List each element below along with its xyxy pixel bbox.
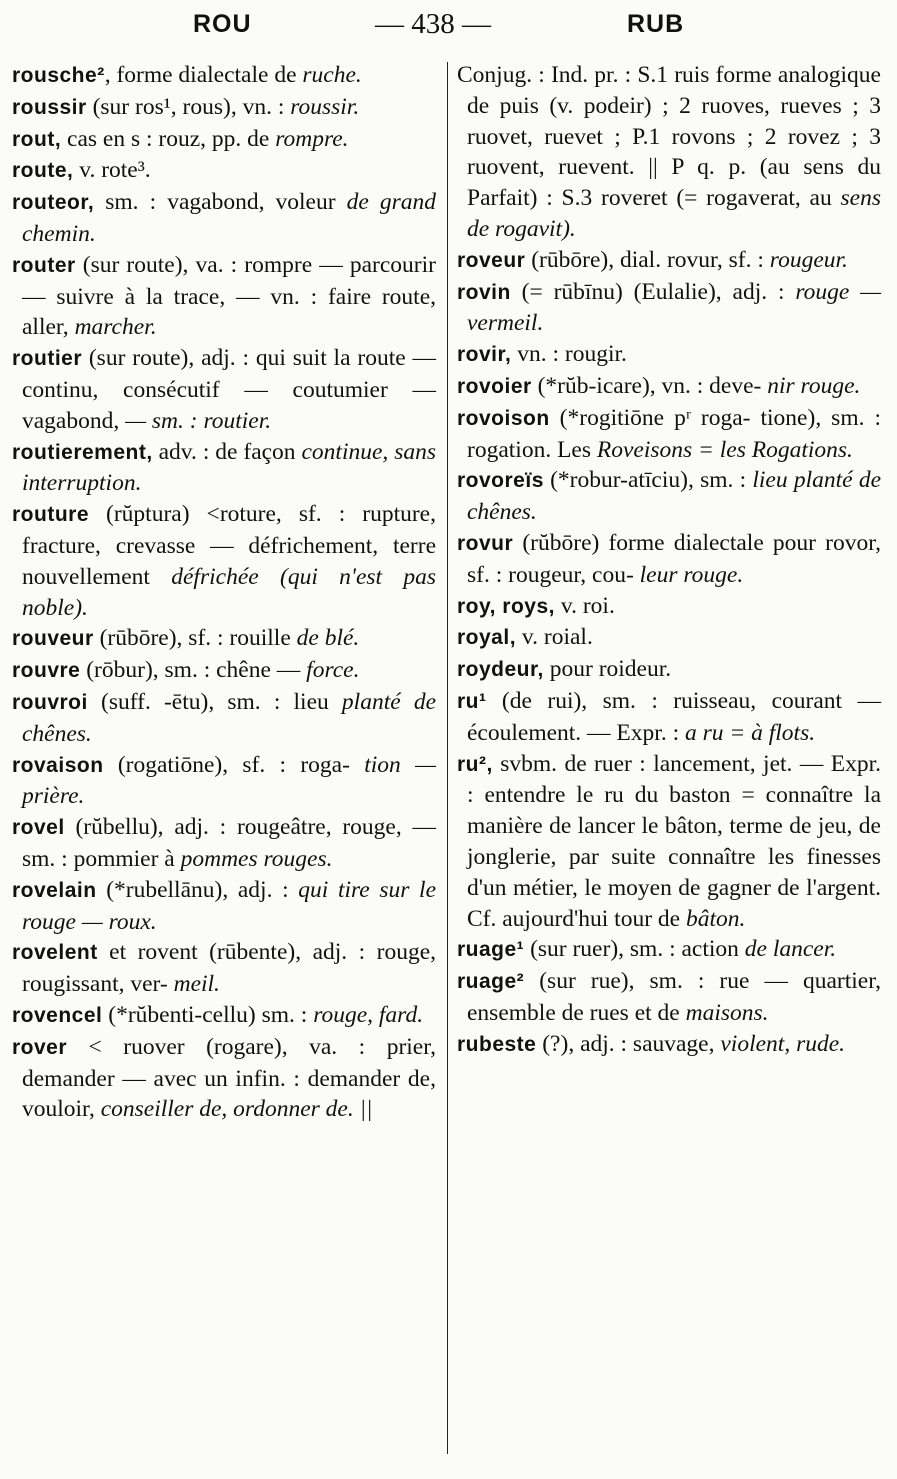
entry-headword: routeor,	[12, 191, 95, 215]
entry-definition: (*robur-atīciu), sm. :	[543, 467, 747, 494]
dictionary-entry	[12, 1032, 436, 1125]
dictionary-entry	[12, 155, 436, 187]
entry-headword: roydeur,	[457, 658, 544, 682]
entry-definition: , forme dialectale de	[104, 62, 297, 88]
entry-definition: < ruover (rogare), va. : prier, demander — avec un infin. : demander de, vouloir,	[22, 1033, 436, 1123]
entry-headword: rovoreïs	[457, 469, 544, 493]
entry-headword: rouvre	[12, 659, 81, 683]
entry-gloss: pommes rouges.	[180, 845, 333, 872]
page-number: — 438 —	[375, 8, 491, 40]
entry-gloss: leur rouge.	[639, 561, 744, 588]
dictionary-entry	[12, 937, 436, 1000]
entry-definition: (rŭbōre) forme dialectale pour rovor, sf. : rougeur, cou-	[467, 529, 881, 588]
entry-headword: rubeste	[457, 1032, 537, 1056]
header-left-guideword: ROU	[193, 10, 252, 38]
page-header	[0, 6, 897, 46]
entry-headword: routier	[12, 347, 83, 371]
dictionary-entry	[12, 437, 436, 500]
dictionary-entry	[12, 250, 436, 343]
entry-definition: pour roideur.	[543, 656, 672, 683]
entry-definition: v. roial.	[516, 624, 593, 651]
entry-definition: (rūbōre), sf. : rouille	[93, 625, 291, 652]
dictionary-entry	[457, 622, 881, 654]
entry-headword: rovir,	[457, 343, 512, 367]
dictionary-entry	[457, 339, 881, 371]
entry-headword: ruage¹	[457, 938, 525, 962]
dictionary-entry	[457, 403, 881, 466]
entry-headword: rovel	[12, 816, 65, 840]
entry-definition: (*rogitiōne pʳ roga- tione), sm. : rogation. Les	[467, 404, 881, 463]
entry-gloss: bâton.	[685, 905, 746, 932]
entry-gloss: sens de rogavit).	[467, 185, 881, 242]
entry-definition: (de rui), sm. : ruisseau, courant — écoulement. — Expr. :	[467, 687, 881, 746]
entry-definition: (rōbur), sm. : chêne —	[80, 657, 301, 684]
dictionary-entry	[12, 750, 436, 813]
dictionary-entry	[12, 687, 436, 750]
entry-definition: (sur rue), sm. : rue — quartier, ensemble de rues et de	[467, 968, 881, 1026]
dictionary-entry	[12, 812, 436, 875]
entry-gloss: qui tire sur le rouge — roux.	[22, 876, 437, 935]
entry-definition: v. rote³.	[73, 157, 151, 184]
entry-headword: rousche²	[12, 64, 105, 87]
entry-gloss: nir rouge.	[767, 372, 861, 399]
entry-gloss: rouge, fard.	[313, 1001, 424, 1028]
entry-gloss: rouge — vermeil.	[467, 278, 882, 337]
dictionary-entry	[12, 187, 436, 250]
entry-headword: rouvroi	[12, 690, 88, 714]
entry-definition: (rŭbellu), adj. : rougeâtre, rouge, — sm. : pommier à	[22, 814, 436, 872]
entry-definition: (= rūbīnu) (Eulalie), adj. :	[510, 278, 785, 305]
entry-headword: rovin	[457, 280, 511, 304]
entry-definition: (*rubellānu), adj. :	[96, 876, 289, 903]
entry-definition: (*rŭbenti-cellu) sm. :	[102, 1001, 308, 1028]
entry-gloss: — sm. : routier.	[125, 407, 272, 434]
entry-gloss: continue, sans interruption.	[22, 438, 436, 497]
entry-definition: sm. : vagabond, voleur	[94, 189, 336, 216]
entry-headword: ruage²	[457, 970, 525, 994]
dictionary-entry	[457, 277, 881, 340]
dictionary-entry	[457, 528, 881, 591]
entry-headword: rovoison	[457, 406, 550, 430]
entry-headword: rovaison	[12, 753, 104, 777]
entry-definition: svbm. de ruer : lancement, jet. — Expr. : entendre le ru du baston = connaître la manière de lancer le bâton, terme de jeu, de jonglerie, par suite connaître les finesses d'un métier, le moyen de gagner de l'argent. Cf. aujourd'hui tour de	[467, 750, 881, 932]
entry-headword: rover	[12, 1035, 68, 1059]
dictionary-entry	[12, 60, 436, 92]
entry-definition: (*rŭb-icare), vn. : deve-	[531, 372, 762, 399]
entry-definition: et rovent (rūbente), adj. : rouge, rougissant, ver-	[22, 939, 436, 998]
entry-headword: ru¹	[457, 689, 487, 713]
entry-definition: (?), adj. : sauvage,	[536, 1030, 715, 1057]
dictionary-entry	[12, 623, 436, 655]
dictionary-entry	[12, 92, 436, 124]
dictionary-entry	[457, 934, 881, 966]
entry-definition: (suff. -ētu), sm. : lieu	[87, 688, 329, 715]
entry-headword: rovelent	[12, 941, 98, 965]
entry-definition: v. roi.	[554, 592, 615, 619]
entry-headword: rovur	[457, 531, 514, 555]
entry-headword: router	[12, 253, 76, 277]
entry-definition: (rogatiōne), sf. : roga-	[103, 751, 350, 778]
entry-gloss: conseiller de, ordonner de. ||	[100, 1096, 373, 1123]
dictionary-entry	[457, 749, 881, 935]
entry-headword: rovencel	[12, 1003, 103, 1027]
dictionary-entry	[457, 371, 881, 403]
entry-gloss: de blé.	[296, 625, 360, 652]
dictionary-entry	[457, 591, 881, 623]
dictionary-entry	[12, 875, 436, 938]
dictionary-entry	[457, 686, 881, 749]
entry-headword: roy, roys,	[457, 594, 555, 618]
entry-definition: (rŭptura) <roture, sf. : rupture, fracture, crevasse — défrichement, terre nouvellement	[22, 501, 436, 590]
entry-gloss: de grand chemin.	[22, 189, 436, 247]
entry-gloss: défrichée (qui n'est pas noble).	[22, 563, 437, 621]
entry-definition: (rūbōre), dial. rovur, sf. :	[525, 246, 764, 273]
left-column	[12, 60, 436, 1125]
entry-headword: roussir	[12, 95, 87, 119]
entry-headword: route,	[12, 159, 74, 183]
entry-gloss: Roveisons = les Rogations.	[596, 436, 853, 463]
entry-definition: cas en s : rouz, pp. de	[61, 125, 270, 152]
entry-gloss: rompre.	[275, 125, 349, 152]
entry-headword: roveur	[457, 248, 526, 272]
dictionary-entry	[12, 499, 436, 623]
entry-gloss: de lancer.	[744, 936, 837, 963]
entry-definition: (sur route), va. : rompre — parcourir — suivre à la trace, — vn. : faire route, aller,	[22, 251, 436, 341]
dictionary-entry	[457, 245, 881, 277]
column-divider	[447, 62, 448, 1454]
entry-gloss: violent, rude.	[720, 1030, 846, 1057]
dictionary-entry	[457, 60, 881, 245]
entry-gloss: roussir.	[290, 93, 360, 120]
entry-gloss: planté de chênes.	[22, 688, 436, 747]
entry-headword: rovelain	[12, 878, 97, 902]
entry-definition: vn. : rougir.	[511, 341, 627, 368]
entry-headword: rout,	[12, 127, 62, 151]
entry-headword: rovoier	[457, 374, 532, 398]
entry-definition: adv. : de façon	[152, 438, 296, 465]
entry-headword: routierement,	[12, 440, 153, 464]
header-right-guideword: RUB	[627, 10, 685, 38]
entry-headword: ru²,	[457, 752, 493, 776]
entry-gloss: lieu planté de chênes.	[467, 467, 881, 526]
entry-definition: (sur route), adj. : qui suit la route — continu, consécutif — coutumier — vagabond,	[22, 345, 436, 434]
dictionary-entry	[457, 966, 881, 1029]
dictionary-entry	[457, 1029, 881, 1061]
dictionary-entry	[12, 655, 436, 687]
dictionary-entry	[457, 654, 881, 686]
entry-gloss: maisons.	[685, 999, 769, 1026]
right-column	[457, 60, 881, 1061]
entry-gloss: rougeur.	[769, 246, 848, 273]
entry-gloss: tion — prière.	[22, 751, 436, 810]
dictionary-entry	[12, 1000, 436, 1032]
entry-definition: Conjug. : Ind. pr. : S.1 ruis forme analogique de puis (v. podeir) ; 2 ruoves, rueves ; 3 ruovet, ruevet ; P.1 rovons ; 2 rovez ; 3 ruovent, ruevent. || P q. p. (au sens du Parfait) : S.3 roveret (= rogaverat, au	[457, 62, 881, 212]
entry-headword: rouveur	[12, 627, 94, 651]
entry-headword: royal,	[457, 626, 517, 650]
entry-gloss: a ru = à flots.	[684, 719, 816, 746]
entry-definition: (sur ruer), sm. : action	[524, 936, 739, 963]
entry-gloss: force.	[306, 657, 360, 684]
entry-definition: (sur ros¹, rous), vn. :	[86, 93, 285, 120]
dictionary-entry	[457, 465, 881, 528]
entry-headword: routure	[12, 503, 89, 527]
dictionary-entry	[12, 343, 436, 436]
entry-gloss: meil.	[173, 971, 220, 998]
entry-gloss: ruche.	[302, 62, 362, 88]
dictionary-entry	[12, 124, 436, 156]
entry-gloss: marcher.	[74, 314, 157, 341]
